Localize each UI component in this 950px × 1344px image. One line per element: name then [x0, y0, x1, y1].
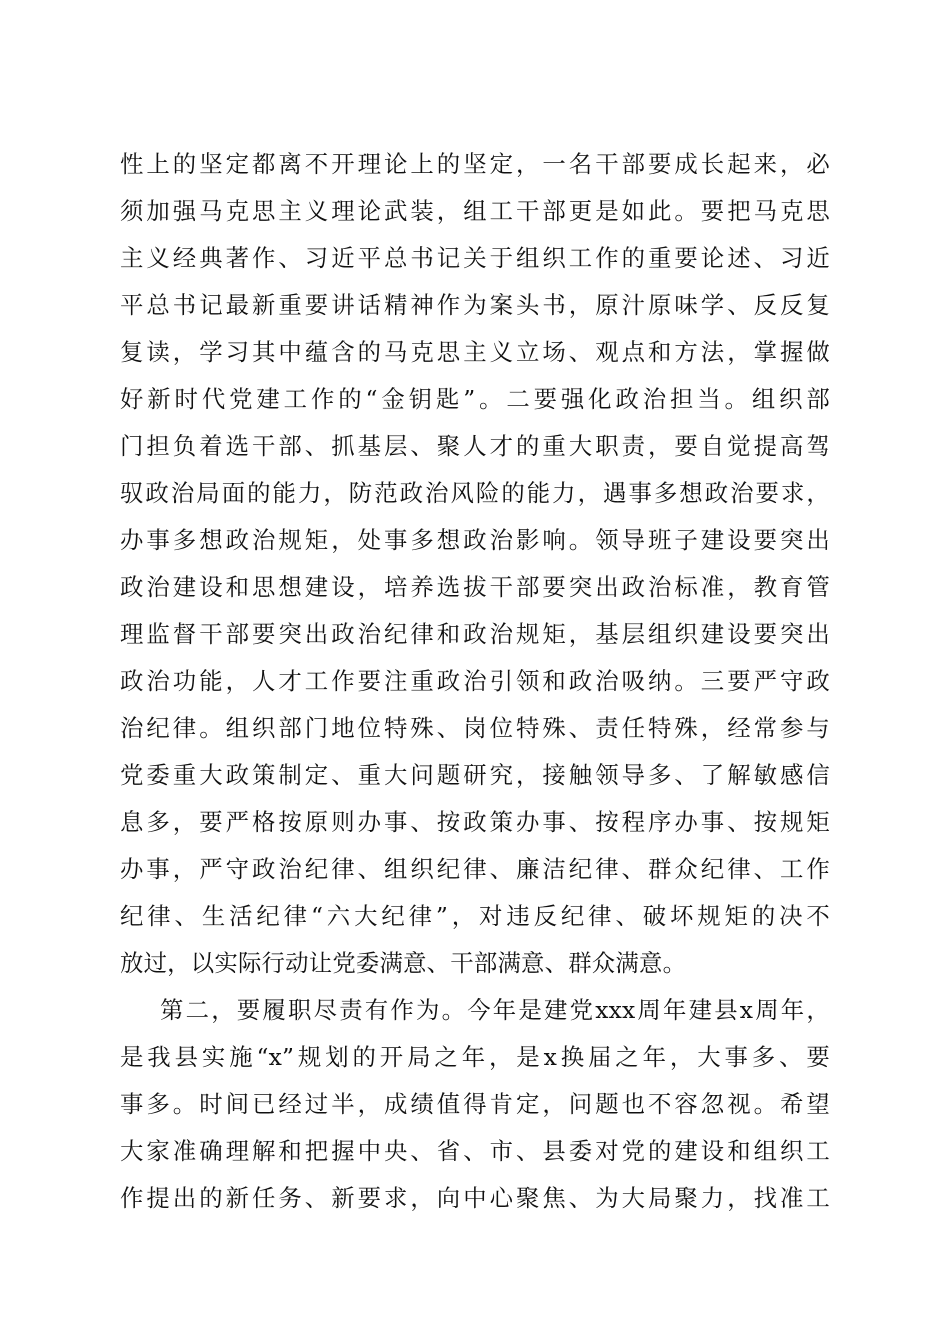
text-line: 政治功能，人才工作要注重政治引领和政治吸纳。三要严守政: [120, 667, 830, 695]
paragraph-end-line: 放过，以实际行动让党委满意、干部满意、群众满意。: [120, 949, 687, 977]
text-line: 纪律、生活纪律“六大纪律”，对违反纪律、破坏规矩的决不: [120, 902, 830, 930]
text-line: 好新时代党建工作的“金钥匙”。二要强化政治担当。组织部: [120, 385, 830, 413]
text-line: 是我县实施“x”规划的开局之年，是x换届之年，大事多、要: [120, 1043, 830, 1071]
text-line: 息多，要严格按原则办事、按政策办事、按程序办事、按规矩: [120, 808, 830, 836]
text-line: 办事，严守政治纪律、组织纪律、廉洁纪律、群众纪律、工作: [120, 855, 830, 883]
text-line: 作提出的新任务、新要求，向中心聚焦、为大局聚力，找准工: [120, 1184, 830, 1212]
text-line: 政治建设和思想建设，培养选拔干部要突出政治标准，教育管: [120, 573, 830, 601]
text-line: 须加强马克思主义理论武装，组工干部更是如此。要把马克思: [120, 197, 830, 225]
body-text: [120, 141, 830, 1222]
text-line: 大家准确理解和把握中央、省、市、县委对党的建设和组织工: [120, 1137, 830, 1165]
text-line: 办事多想政治规矩，处事多想政治影响。领导班子建设要突出: [120, 526, 830, 554]
text-line: 党委重大政策制定、重大问题研究，接触领导多、了解敏感信: [120, 761, 830, 789]
paragraph-start-line: 第二，要履职尽责有作为。今年是建党xxx周年建县x周年，: [160, 996, 830, 1024]
text-line: 事多。时间已经过半，成绩值得肯定，问题也不容忽视。希望: [120, 1090, 830, 1118]
text-line: 性上的坚定都离不开理论上的坚定，一名干部要成长起来，必: [120, 150, 830, 178]
text-line: 门担负着选干部、抓基层、聚人才的重大职责，要自觉提高驾: [120, 432, 830, 460]
text-line: 驭政治局面的能力，防范政治风险的能力，遇事多想政治要求，: [120, 479, 830, 507]
text-line: 治纪律。组织部门地位特殊、岗位特殊、责任特殊，经常参与: [120, 714, 830, 742]
text-line: 平总书记最新重要讲话精神作为案头书，原汁原味学、反反复: [120, 291, 830, 319]
text-line: 理监督干部要突出政治纪律和政治规矩，基层组织建设要突出: [120, 620, 830, 648]
text-line: 复读，学习其中蕴含的马克思主义立场、观点和方法，掌握做: [120, 338, 830, 366]
text-line: 主义经典著作、习近平总书记关于组织工作的重要论述、习近: [120, 244, 830, 272]
